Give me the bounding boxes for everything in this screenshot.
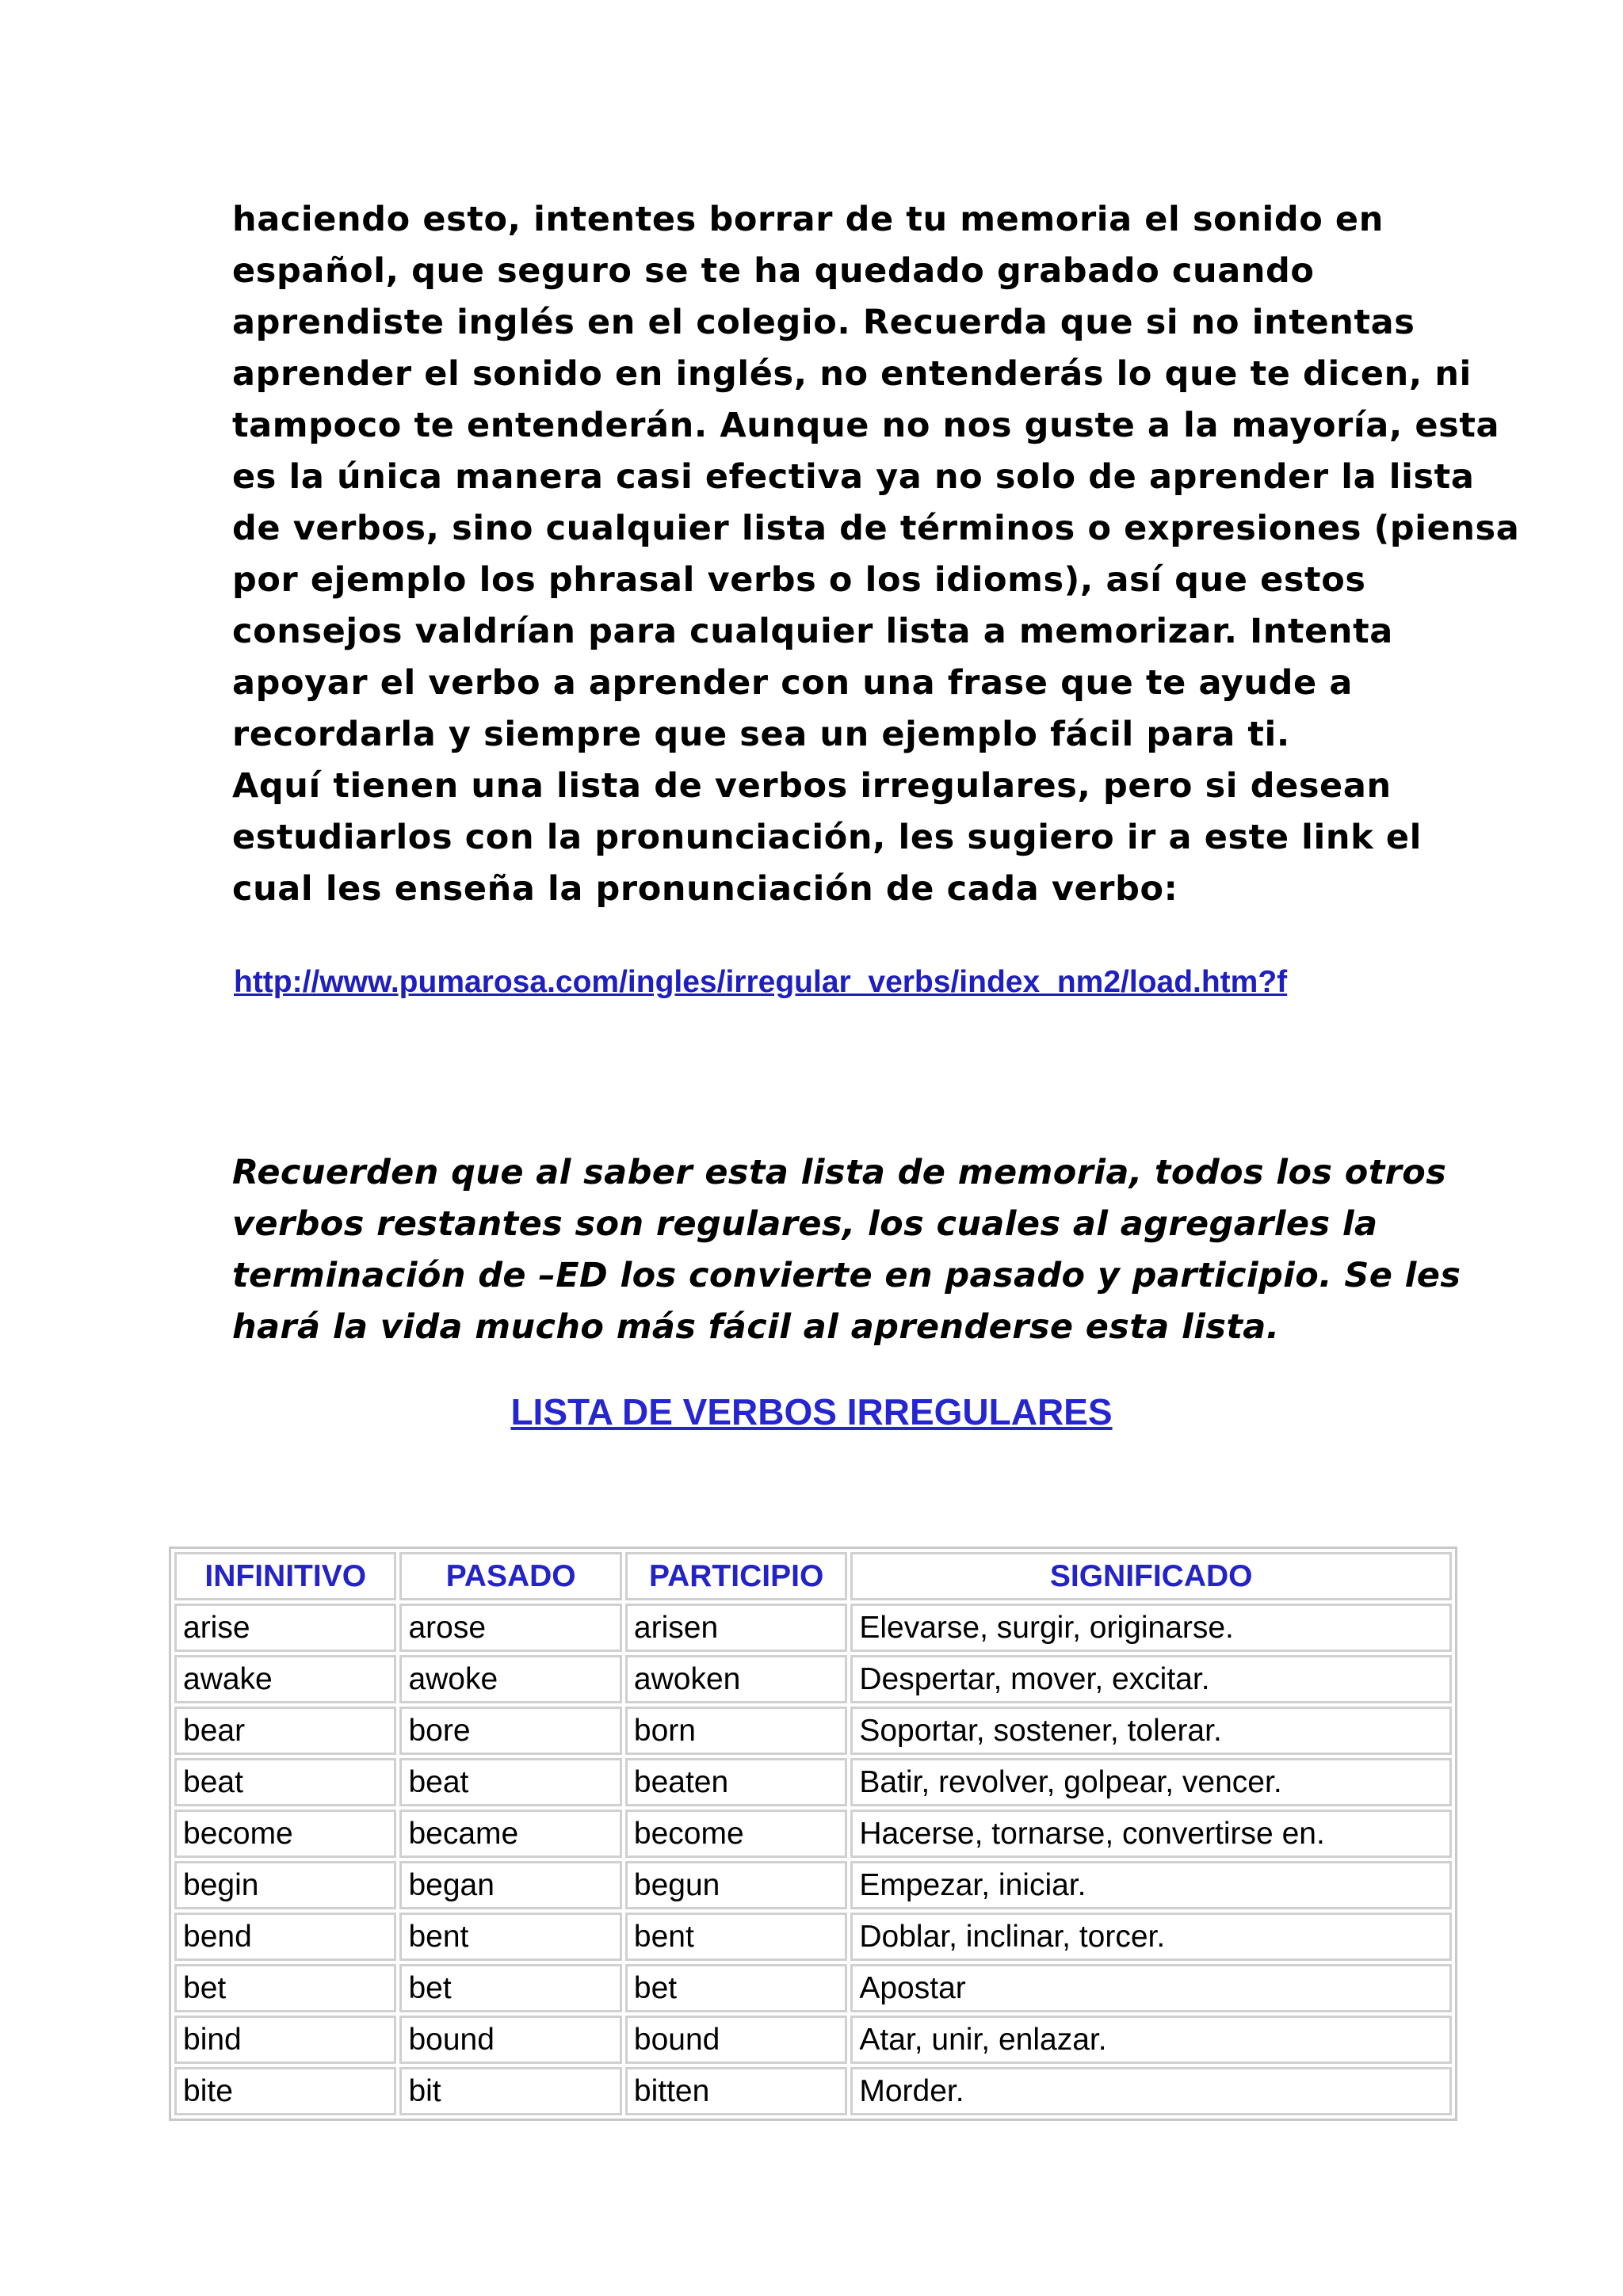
intro-line: Aquí tienen una lista de verbos irregulares, pero si desean bbox=[232, 766, 1392, 806]
table-row bbox=[174, 1810, 1452, 1858]
intro-line: español, que seguro se te ha quedado grabado cuando bbox=[232, 251, 1315, 291]
note-line: Recuerden que al saber esta lista de memoria, todos los otros bbox=[232, 1153, 1447, 1192]
cell-meaning: Batir, revolver, golpear, vencer. bbox=[850, 1758, 1452, 1806]
cell-meaning: Hacerse, tornarse, convertirse en. bbox=[850, 1810, 1452, 1858]
cell-meaning: Soportar, sostener, tolerar. bbox=[850, 1707, 1452, 1755]
cell-meaning: Doblar, inclinar, torcer. bbox=[850, 1913, 1452, 1961]
note-line: terminación de –ED los convierte en pasado y participio. Se les bbox=[232, 1256, 1461, 1295]
cell-past: became bbox=[399, 1810, 621, 1858]
cell-participle: bet bbox=[625, 1964, 847, 2012]
cell-participle: arisen bbox=[625, 1604, 847, 1652]
table-row bbox=[174, 1964, 1452, 2012]
cell-infinitive: begin bbox=[174, 1861, 396, 1909]
table-row bbox=[174, 1707, 1452, 1755]
table-header-row bbox=[174, 1552, 1452, 1600]
cell-participle: bound bbox=[625, 2016, 847, 2064]
cell-meaning: Apostar bbox=[850, 1964, 1452, 2012]
intro-line: estudiarlos con la pronunciación, les sugiero ir a este link el bbox=[232, 818, 1422, 857]
note-line: hará la vida mucho más fácil al aprenderse esta lista. bbox=[232, 1307, 1280, 1347]
table-row bbox=[174, 1604, 1452, 1652]
pronunciation-link[interactable]: http://www.pumarosa.com/ingles/irregular_verbs/index_nm2/load.htm?f bbox=[234, 965, 1288, 999]
cell-meaning: Despertar, mover, excitar. bbox=[850, 1655, 1452, 1703]
intro-line: apoyar el verbo a aprender con una frase que te ayude a bbox=[232, 663, 1353, 703]
cell-participle: born bbox=[625, 1707, 847, 1755]
cell-meaning: Empezar, iniciar. bbox=[850, 1861, 1452, 1909]
table-row bbox=[174, 1758, 1452, 1806]
cell-participle: beaten bbox=[625, 1758, 847, 1806]
cell-participle: bitten bbox=[625, 2067, 847, 2115]
header-pasado: PASADO bbox=[399, 1552, 621, 1600]
cell-meaning: Elevarse, surgir, originarse. bbox=[850, 1604, 1452, 1652]
cell-participle: bent bbox=[625, 1913, 847, 1961]
cell-infinitive: beat bbox=[174, 1758, 396, 1806]
table-row bbox=[174, 1655, 1452, 1703]
cell-participle: begun bbox=[625, 1861, 847, 1909]
intro-line: por ejemplo los phrasal verbs o los idioms), así que estos bbox=[232, 560, 1366, 600]
irregular-verbs-table bbox=[169, 1547, 1457, 2121]
cell-infinitive: awake bbox=[174, 1655, 396, 1703]
table-row bbox=[174, 1913, 1452, 1961]
intro-paragraph bbox=[232, 194, 1520, 915]
cell-participle: become bbox=[625, 1810, 847, 1858]
table-row bbox=[174, 1861, 1452, 1909]
intro-line: es la única manera casi efectiva ya no solo de aprender la lista bbox=[232, 457, 1475, 497]
cell-past: bent bbox=[399, 1913, 621, 1961]
cell-past: beat bbox=[399, 1758, 621, 1806]
header-infinitivo: INFINITIVO bbox=[174, 1552, 396, 1600]
intro-line: recordarla y siempre que sea un ejemplo fácil para ti. bbox=[232, 715, 1290, 754]
cell-infinitive: bind bbox=[174, 2016, 396, 2064]
cell-participle: awoken bbox=[625, 1655, 847, 1703]
intro-line: consejos valdrían para cualquier lista a memorizar. Intenta bbox=[232, 612, 1393, 651]
intro-line: cual les enseña la pronunciación de cada verbo: bbox=[232, 869, 1178, 909]
cell-past: awoke bbox=[399, 1655, 621, 1703]
cell-past: arose bbox=[399, 1604, 621, 1652]
cell-infinitive: bear bbox=[174, 1707, 396, 1755]
list-title-link[interactable]: LISTA DE VERBOS IRREGULARES bbox=[510, 1391, 1113, 1432]
cell-past: bound bbox=[399, 2016, 621, 2064]
regular-verbs-note bbox=[232, 1147, 1461, 1353]
table-row bbox=[174, 2067, 1452, 2115]
cell-infinitive: bet bbox=[174, 1964, 396, 2012]
cell-meaning: Morder. bbox=[850, 2067, 1452, 2115]
cell-infinitive: bend bbox=[174, 1913, 396, 1961]
intro-line: aprendiste inglés en el colegio. Recuerda que si no intentas bbox=[232, 303, 1415, 342]
cell-past: bore bbox=[399, 1707, 621, 1755]
header-participio: PARTICIPIO bbox=[625, 1552, 847, 1600]
cell-past: bet bbox=[399, 1964, 621, 2012]
table-row bbox=[174, 2016, 1452, 2064]
cell-infinitive: become bbox=[174, 1810, 396, 1858]
intro-line: haciendo esto, intentes borrar de tu memoria el sonido en bbox=[232, 200, 1384, 239]
header-significado: SIGNIFICADO bbox=[850, 1552, 1452, 1600]
cell-past: bit bbox=[399, 2067, 621, 2115]
intro-line: tampoco te entenderán. Aunque no nos guste a la mayoría, esta bbox=[232, 406, 1500, 445]
cell-infinitive: arise bbox=[174, 1604, 396, 1652]
cell-meaning: Atar, unir, enlazar. bbox=[850, 2016, 1452, 2064]
intro-line: de verbos, sino cualquier lista de términos o expresiones (piensa bbox=[232, 509, 1520, 548]
note-line: verbos restantes son regulares, los cuales al agregarles la bbox=[232, 1204, 1378, 1244]
cell-infinitive: bite bbox=[174, 2067, 396, 2115]
cell-past: began bbox=[399, 1861, 621, 1909]
intro-line: aprender el sonido en inglés, no entenderás lo que te dicen, ni bbox=[232, 354, 1472, 394]
